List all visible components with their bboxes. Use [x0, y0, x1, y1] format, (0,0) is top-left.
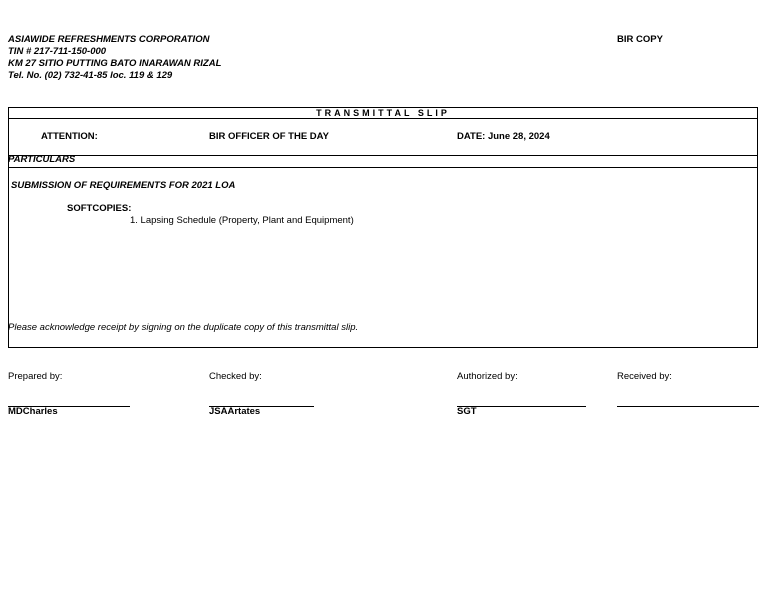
- authorized-by-name: SGT: [457, 406, 477, 417]
- copy-label: BIR COPY: [617, 34, 663, 45]
- authorized-by-label: Authorized by:: [457, 371, 518, 382]
- particulars-label: PARTICULARS: [8, 154, 76, 165]
- company-tel: Tel. No. (02) 732-41-85 loc. 119 & 129: [8, 70, 173, 81]
- prepared-by-label: Prepared by:: [8, 371, 63, 382]
- softcopies-label: SOFTCOPIES:: [67, 203, 132, 214]
- particulars-body: [8, 167, 758, 348]
- prepared-by-name: MDCharles: [8, 406, 58, 417]
- company-tin: TIN # 217-711-150-000: [8, 46, 107, 57]
- company-name: ASIAWIDE REFRESHMENTS CORPORATION: [8, 34, 210, 45]
- attention-label: ATTENTION:: [41, 131, 98, 142]
- checked-by-name: JSAArtates: [209, 406, 261, 417]
- acknowledge-note: Please acknowledge receipt by signing on the duplicate copy of this transmittal slip.: [8, 322, 359, 333]
- slip-date: DATE: June 28, 2024: [457, 131, 550, 142]
- slip-title: TRANSMITTAL SLIP: [316, 108, 450, 118]
- attention-row: [8, 118, 758, 156]
- received-signature-line: [617, 406, 759, 407]
- list-item: 1. Lapsing Schedule (Property, Plant and Equipment): [130, 215, 354, 226]
- slip-subject: SUBMISSION OF REQUIREMENTS FOR 2021 LOA: [11, 180, 236, 191]
- checked-by-label: Checked by:: [209, 371, 262, 382]
- received-by-label: Received by:: [617, 371, 672, 382]
- company-address: KM 27 SITIO PUTTING BATO INARAWAN RIZAL: [8, 58, 222, 69]
- attention-value: BIR OFFICER OF THE DAY: [209, 131, 329, 142]
